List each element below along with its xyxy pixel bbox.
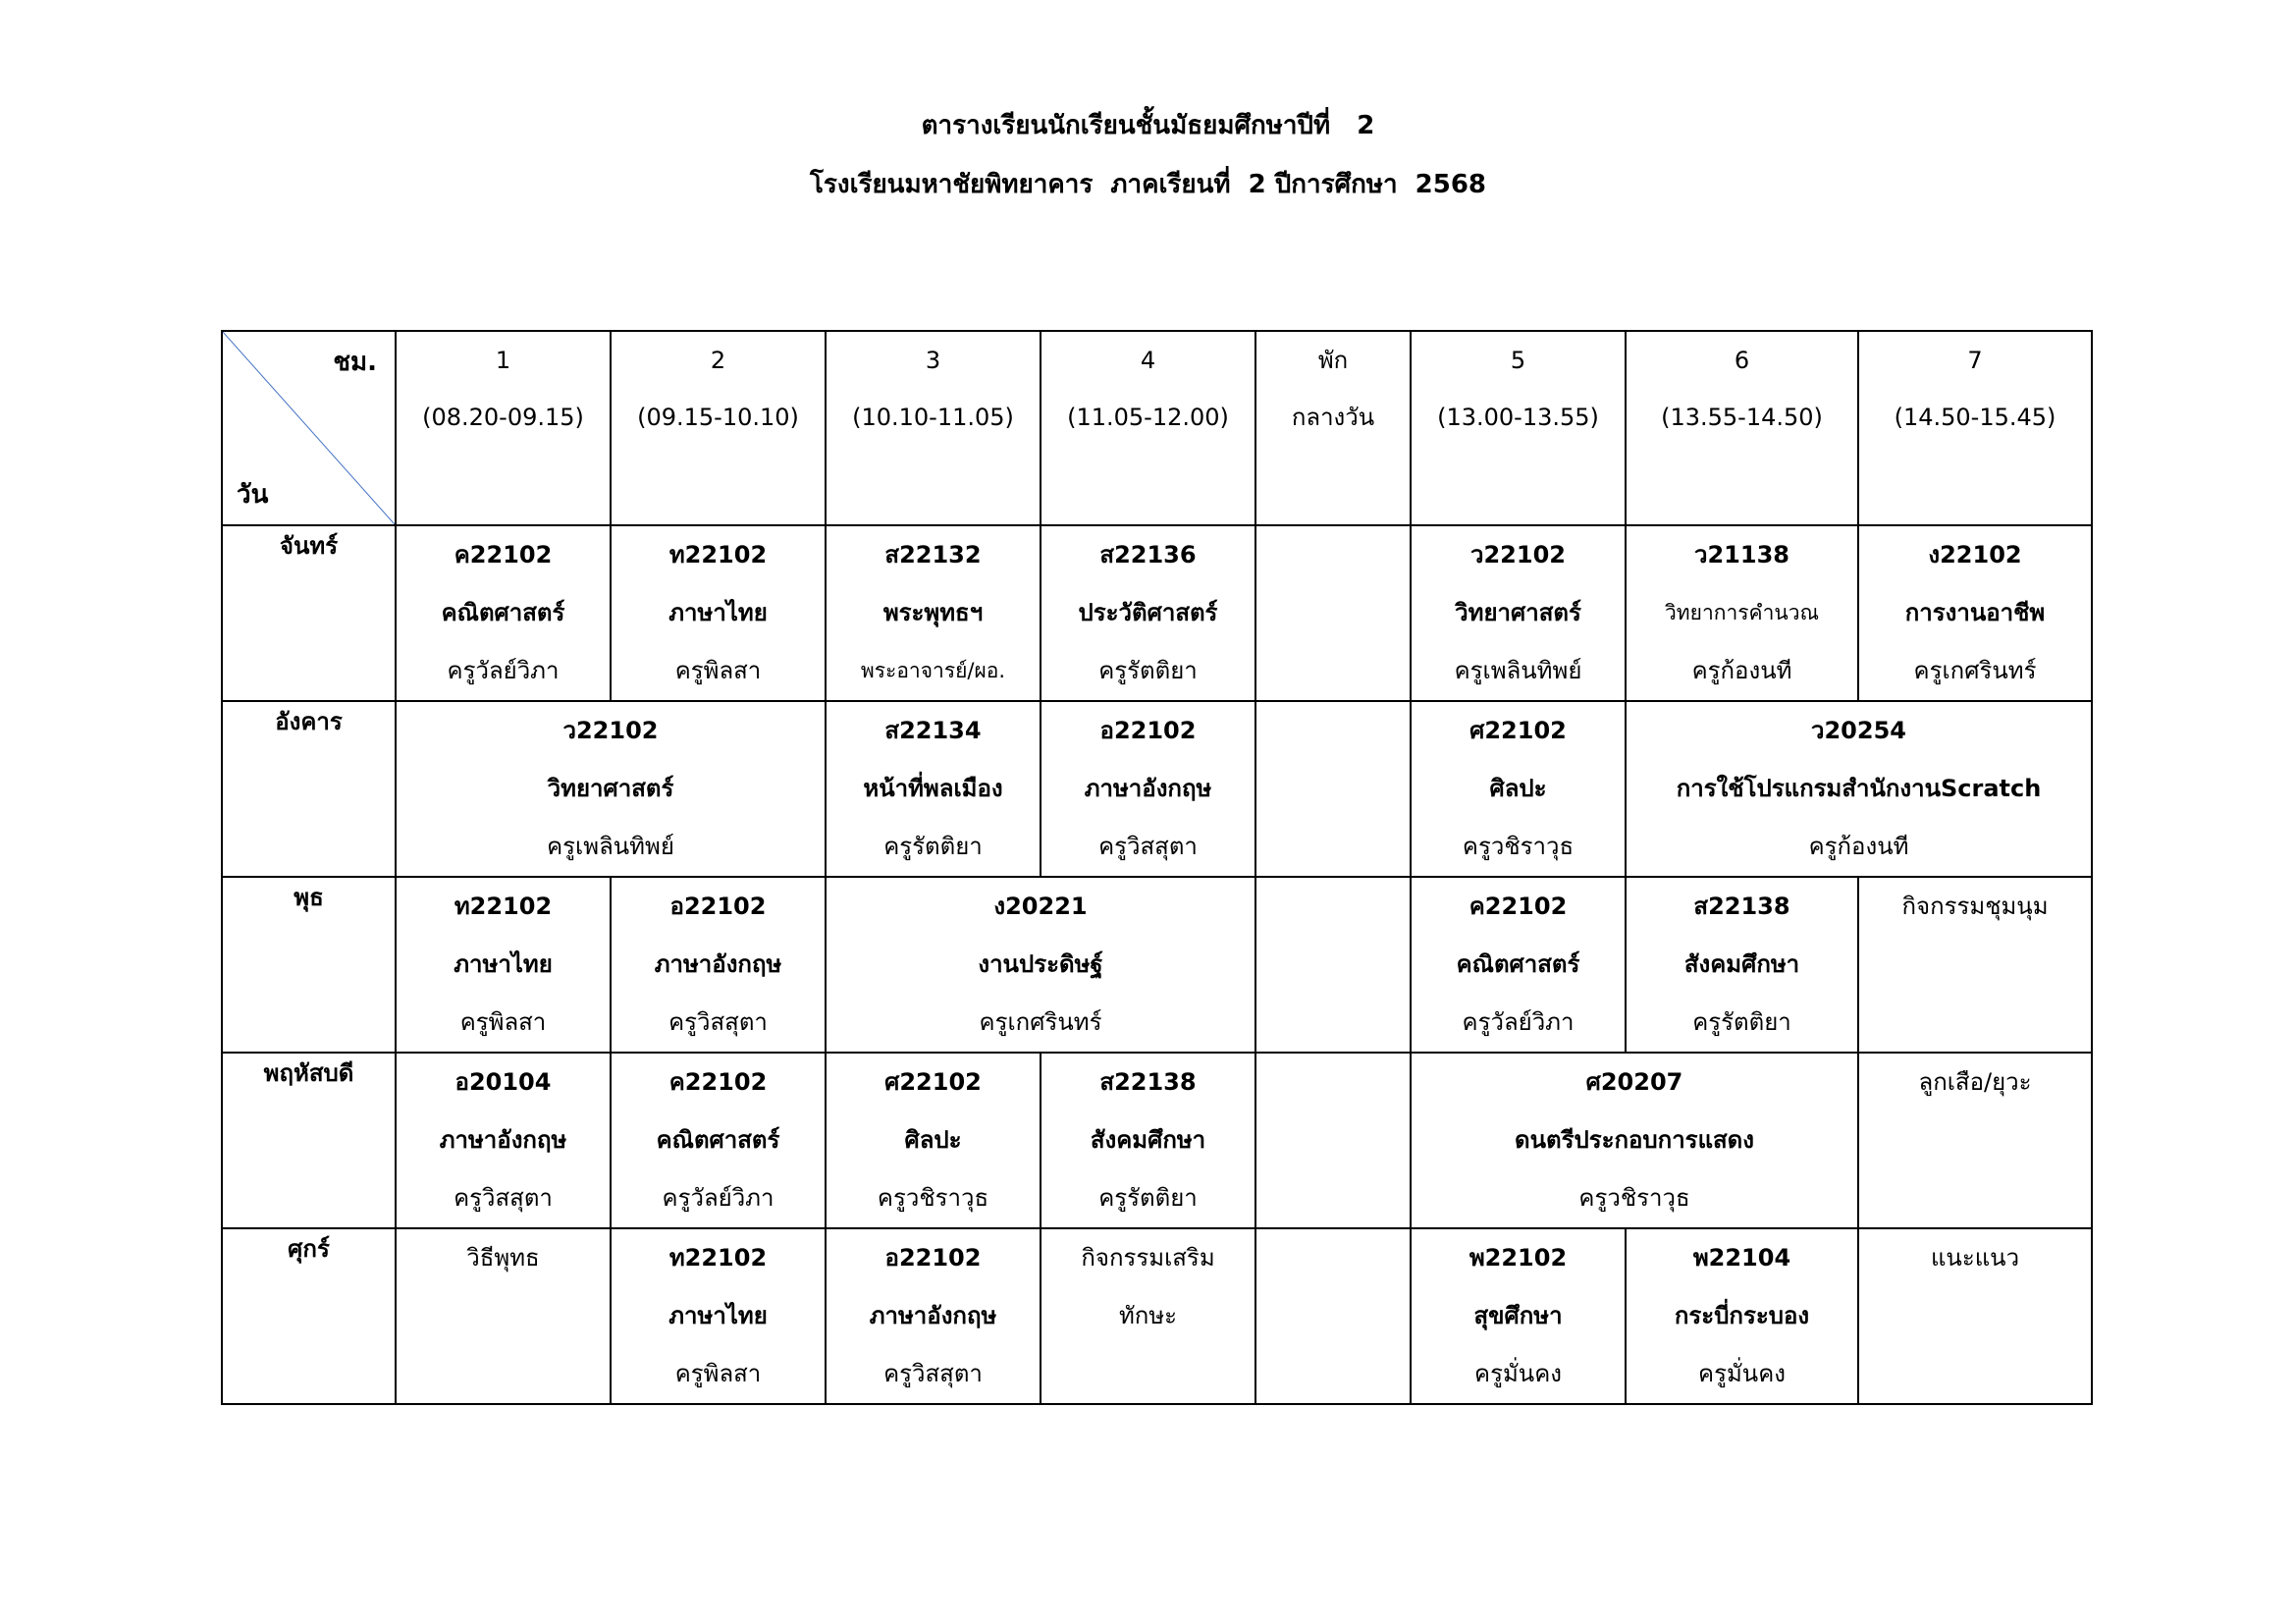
class-cell [1411, 1228, 1626, 1404]
course-subject: งานประดิษฐ์ [978, 950, 1103, 978]
class-cell [396, 1053, 611, 1228]
course-subject: ดนตรีประกอบการแสดง [1515, 1126, 1754, 1154]
class-cell [396, 701, 826, 877]
course-subject: พระพุทธฯ [882, 599, 984, 626]
class-cell [826, 877, 1255, 1053]
course-subject: คณิตศาสตร์ [1456, 950, 1580, 978]
course-code: อ22102 [884, 1244, 982, 1272]
day-row-thursday [222, 1053, 2092, 1228]
class-cell [1041, 525, 1255, 701]
course-teacher: ครูวชิราวุธ [1578, 1184, 1690, 1212]
page-title: ตารางเรียนนักเรียนชั้นมัธยมศึกษาปีที่ 2 [921, 111, 1375, 140]
activity-cell [1041, 1228, 1255, 1404]
course-code: อ20104 [454, 1068, 552, 1096]
course-teacher: ครูวิสสุตา [883, 1360, 983, 1387]
course-subject: สังคมศึกษา [1683, 950, 1800, 978]
course-teacher: พระอาจารย์/ผอ. [860, 659, 1006, 682]
activity-label: กิจกรรมชุมนุม [1901, 893, 2049, 920]
course-subject: ภาษาไทย [668, 599, 768, 626]
class-cell [826, 1053, 1041, 1228]
course-code: ศ20207 [1585, 1068, 1683, 1096]
course-teacher: ครูเพลินทิพย์ [1454, 657, 1582, 684]
course-subject: ภาษาอังกฤษ [439, 1126, 567, 1154]
period-header [1411, 331, 1626, 525]
course-code: ท22102 [668, 541, 768, 568]
day-row-monday [222, 525, 2092, 701]
course-subject: ภาษาอังกฤษ [1084, 775, 1212, 802]
course-teacher: ครูวิสสุตา [1098, 833, 1198, 860]
class-cell [1626, 525, 1858, 701]
page-subtitle: โรงเรียนมหาชัยพิทยาคาร ภาคเรียนที่ 2 ปีการศึกษา 2568 [809, 170, 1487, 199]
period-time: (13.55-14.50) [1661, 404, 1823, 431]
course-teacher: ครูวัลย์วิภา [662, 1184, 774, 1212]
course-subject: กระบี่กระบอง [1674, 1302, 1810, 1329]
course-subject: คณิตศาสตร์ [656, 1126, 780, 1154]
course-code: ว21138 [1694, 541, 1789, 568]
course-teacher: ครูเพลินทิพย์ [547, 833, 674, 860]
course-teacher: ครูมั่นคง [1698, 1360, 1786, 1387]
hour-label: ชม. [333, 348, 377, 377]
lunch-cell [1255, 1228, 1411, 1404]
class-cell [611, 1228, 826, 1404]
header-row [222, 331, 2092, 525]
course-teacher: ครูพิลสา [674, 657, 762, 684]
class-cell [1411, 877, 1626, 1053]
course-code: อ22102 [1099, 717, 1197, 744]
period-number: 4 [1140, 347, 1156, 374]
lunch-label-1: พัก [1317, 347, 1349, 374]
course-code: ท22102 [454, 893, 553, 920]
course-teacher: ครูรัตติยา [1692, 1008, 1791, 1036]
activity-cell [1858, 1053, 2092, 1228]
course-subject: ภาษาอังกฤษ [869, 1302, 997, 1329]
course-teacher: ครูพิลสา [674, 1360, 762, 1387]
period-number: 3 [925, 347, 941, 374]
class-cell [396, 525, 611, 701]
course-subject: สังคมศึกษา [1090, 1126, 1206, 1154]
course-teacher: ครูรัตติยา [883, 833, 983, 860]
activity-cell [1858, 877, 2092, 1053]
course-code: ส22134 [884, 717, 982, 744]
corner-cell [222, 331, 396, 525]
course-teacher: ครูพิลสา [459, 1008, 547, 1036]
course-code: ว20254 [1811, 717, 1906, 744]
day-name: ศุกร์ [222, 1228, 396, 1404]
activity-cell [396, 1228, 611, 1404]
activity-label-line1: กิจกรรมเสริม [1081, 1244, 1215, 1272]
course-subject: การใช้โปรแกรมสำนักงานScratch [1676, 775, 2042, 802]
course-teacher: ครูวิสสุตา [668, 1008, 768, 1036]
period-header [1858, 331, 2092, 525]
course-teacher: ครูเกศรินทร์ [1913, 657, 2037, 684]
course-subject: ภาษาไทย [668, 1302, 768, 1329]
class-cell [611, 1053, 826, 1228]
course-teacher: ครูวัลย์วิภา [1462, 1008, 1575, 1036]
course-code: ศ22102 [1469, 717, 1567, 744]
course-subject: สุขศึกษา [1473, 1302, 1563, 1329]
day-row-friday [222, 1228, 2092, 1404]
course-subject: การงานอาชีพ [1904, 599, 2046, 626]
period-time: (09.15-10.10) [637, 404, 799, 431]
class-cell [826, 701, 1041, 877]
course-code: พ22102 [1468, 1244, 1568, 1272]
activity-label: วิธีพุทธ [466, 1244, 540, 1272]
class-cell [826, 525, 1041, 701]
course-code: ค22102 [1468, 893, 1568, 920]
course-subject: ประวัติศาสตร์ [1078, 599, 1218, 626]
course-teacher: ครูวชิราวุธ [1462, 833, 1575, 860]
period-number: 2 [710, 347, 726, 374]
class-cell [1411, 1053, 1858, 1228]
period-header [396, 331, 611, 525]
lunch-cell [1255, 525, 1411, 701]
class-cell [611, 877, 826, 1053]
class-cell [1411, 701, 1626, 877]
course-teacher: ครูวัลย์วิภา [447, 657, 560, 684]
course-code: ส22138 [1099, 1068, 1197, 1096]
course-subject: ศิลปะ [1489, 775, 1547, 802]
timetable [221, 330, 2093, 1405]
course-code: ท22102 [668, 1244, 768, 1272]
day-name: อังคาร [222, 701, 396, 877]
day-name: พฤหัสบดี [222, 1053, 396, 1228]
course-subject: ภาษาไทย [454, 950, 553, 978]
period-header [611, 331, 826, 525]
period-time: (08.20-09.15) [422, 404, 584, 431]
activity-label: แนะแนว [1930, 1244, 2020, 1272]
lunch-header [1255, 331, 1411, 525]
course-code: ศ22102 [884, 1068, 982, 1096]
course-teacher: ครูก้องนที [1691, 657, 1792, 684]
class-cell [826, 1228, 1041, 1404]
class-cell [1411, 525, 1626, 701]
course-code: ค22102 [668, 1068, 768, 1096]
course-code: ส22136 [1099, 541, 1197, 568]
period-header [826, 331, 1041, 525]
period-time: (11.05-12.00) [1067, 404, 1229, 431]
day-row-tuesday [222, 701, 2092, 877]
day-row-wednesday [222, 877, 2092, 1053]
course-teacher: ครูวิสสุตา [454, 1184, 553, 1212]
course-subject: หน้าที่พลเมือง [863, 775, 1003, 802]
course-teacher: ครูรัตติยา [1098, 657, 1198, 684]
lunch-cell [1255, 701, 1411, 877]
course-code: ง22102 [1928, 541, 2022, 568]
course-subject: ศิลปะ [904, 1126, 962, 1154]
class-cell [1626, 877, 1858, 1053]
period-header [1626, 331, 1858, 525]
activity-label-line2: ทักษะ [1118, 1302, 1178, 1329]
period-number: 1 [495, 347, 511, 374]
course-code: พ22104 [1692, 1244, 1791, 1272]
course-code: ส22138 [1693, 893, 1790, 920]
period-number: 5 [1510, 347, 1526, 374]
class-cell [1041, 1053, 1255, 1228]
course-code: ค22102 [454, 541, 553, 568]
activity-cell [1858, 1228, 2092, 1404]
class-cell [1041, 701, 1255, 877]
course-teacher: ครูวชิราวุธ [877, 1184, 989, 1212]
course-teacher: ครูก้องนที [1808, 833, 1909, 860]
class-cell [396, 877, 611, 1053]
course-subject: วิทยาศาสตร์ [1455, 599, 1581, 626]
period-time: (13.00-13.55) [1437, 404, 1599, 431]
course-teacher: ครูมั่นคง [1474, 1360, 1562, 1387]
day-name: พุธ [222, 877, 396, 1053]
lunch-cell [1255, 1053, 1411, 1228]
lunch-cell [1255, 877, 1411, 1053]
period-number: 7 [1967, 347, 1983, 374]
period-time: (10.10-11.05) [852, 404, 1014, 431]
day-label: วัน [237, 480, 269, 510]
course-teacher: ครูเกศรินทร์ [979, 1008, 1102, 1036]
course-subject: คณิตศาสตร์ [441, 599, 565, 626]
course-subject: วิทยาศาสตร์ [547, 775, 674, 802]
class-cell [1626, 1228, 1858, 1404]
course-code: ส22132 [884, 541, 982, 568]
course-subject: ภาษาอังกฤษ [654, 950, 782, 978]
class-cell [611, 525, 826, 701]
course-code: ว22102 [1470, 541, 1566, 568]
period-time: (14.50-15.45) [1894, 404, 2056, 431]
activity-label: ลูกเสือ/ยุวะ [1918, 1068, 2032, 1096]
day-name: จันทร์ [222, 525, 396, 701]
course-teacher: ครูรัตติยา [1098, 1184, 1198, 1212]
period-header [1041, 331, 1255, 525]
lunch-label-2: กลางวัน [1291, 404, 1375, 431]
class-cell [1858, 525, 2092, 701]
course-code: ง20221 [993, 893, 1088, 920]
course-code: ว22102 [562, 717, 659, 744]
course-code: อ22102 [669, 893, 767, 920]
period-number: 6 [1734, 347, 1750, 374]
class-cell [1626, 701, 2092, 877]
course-subject: วิทยาการคำนวณ [1665, 601, 1819, 624]
